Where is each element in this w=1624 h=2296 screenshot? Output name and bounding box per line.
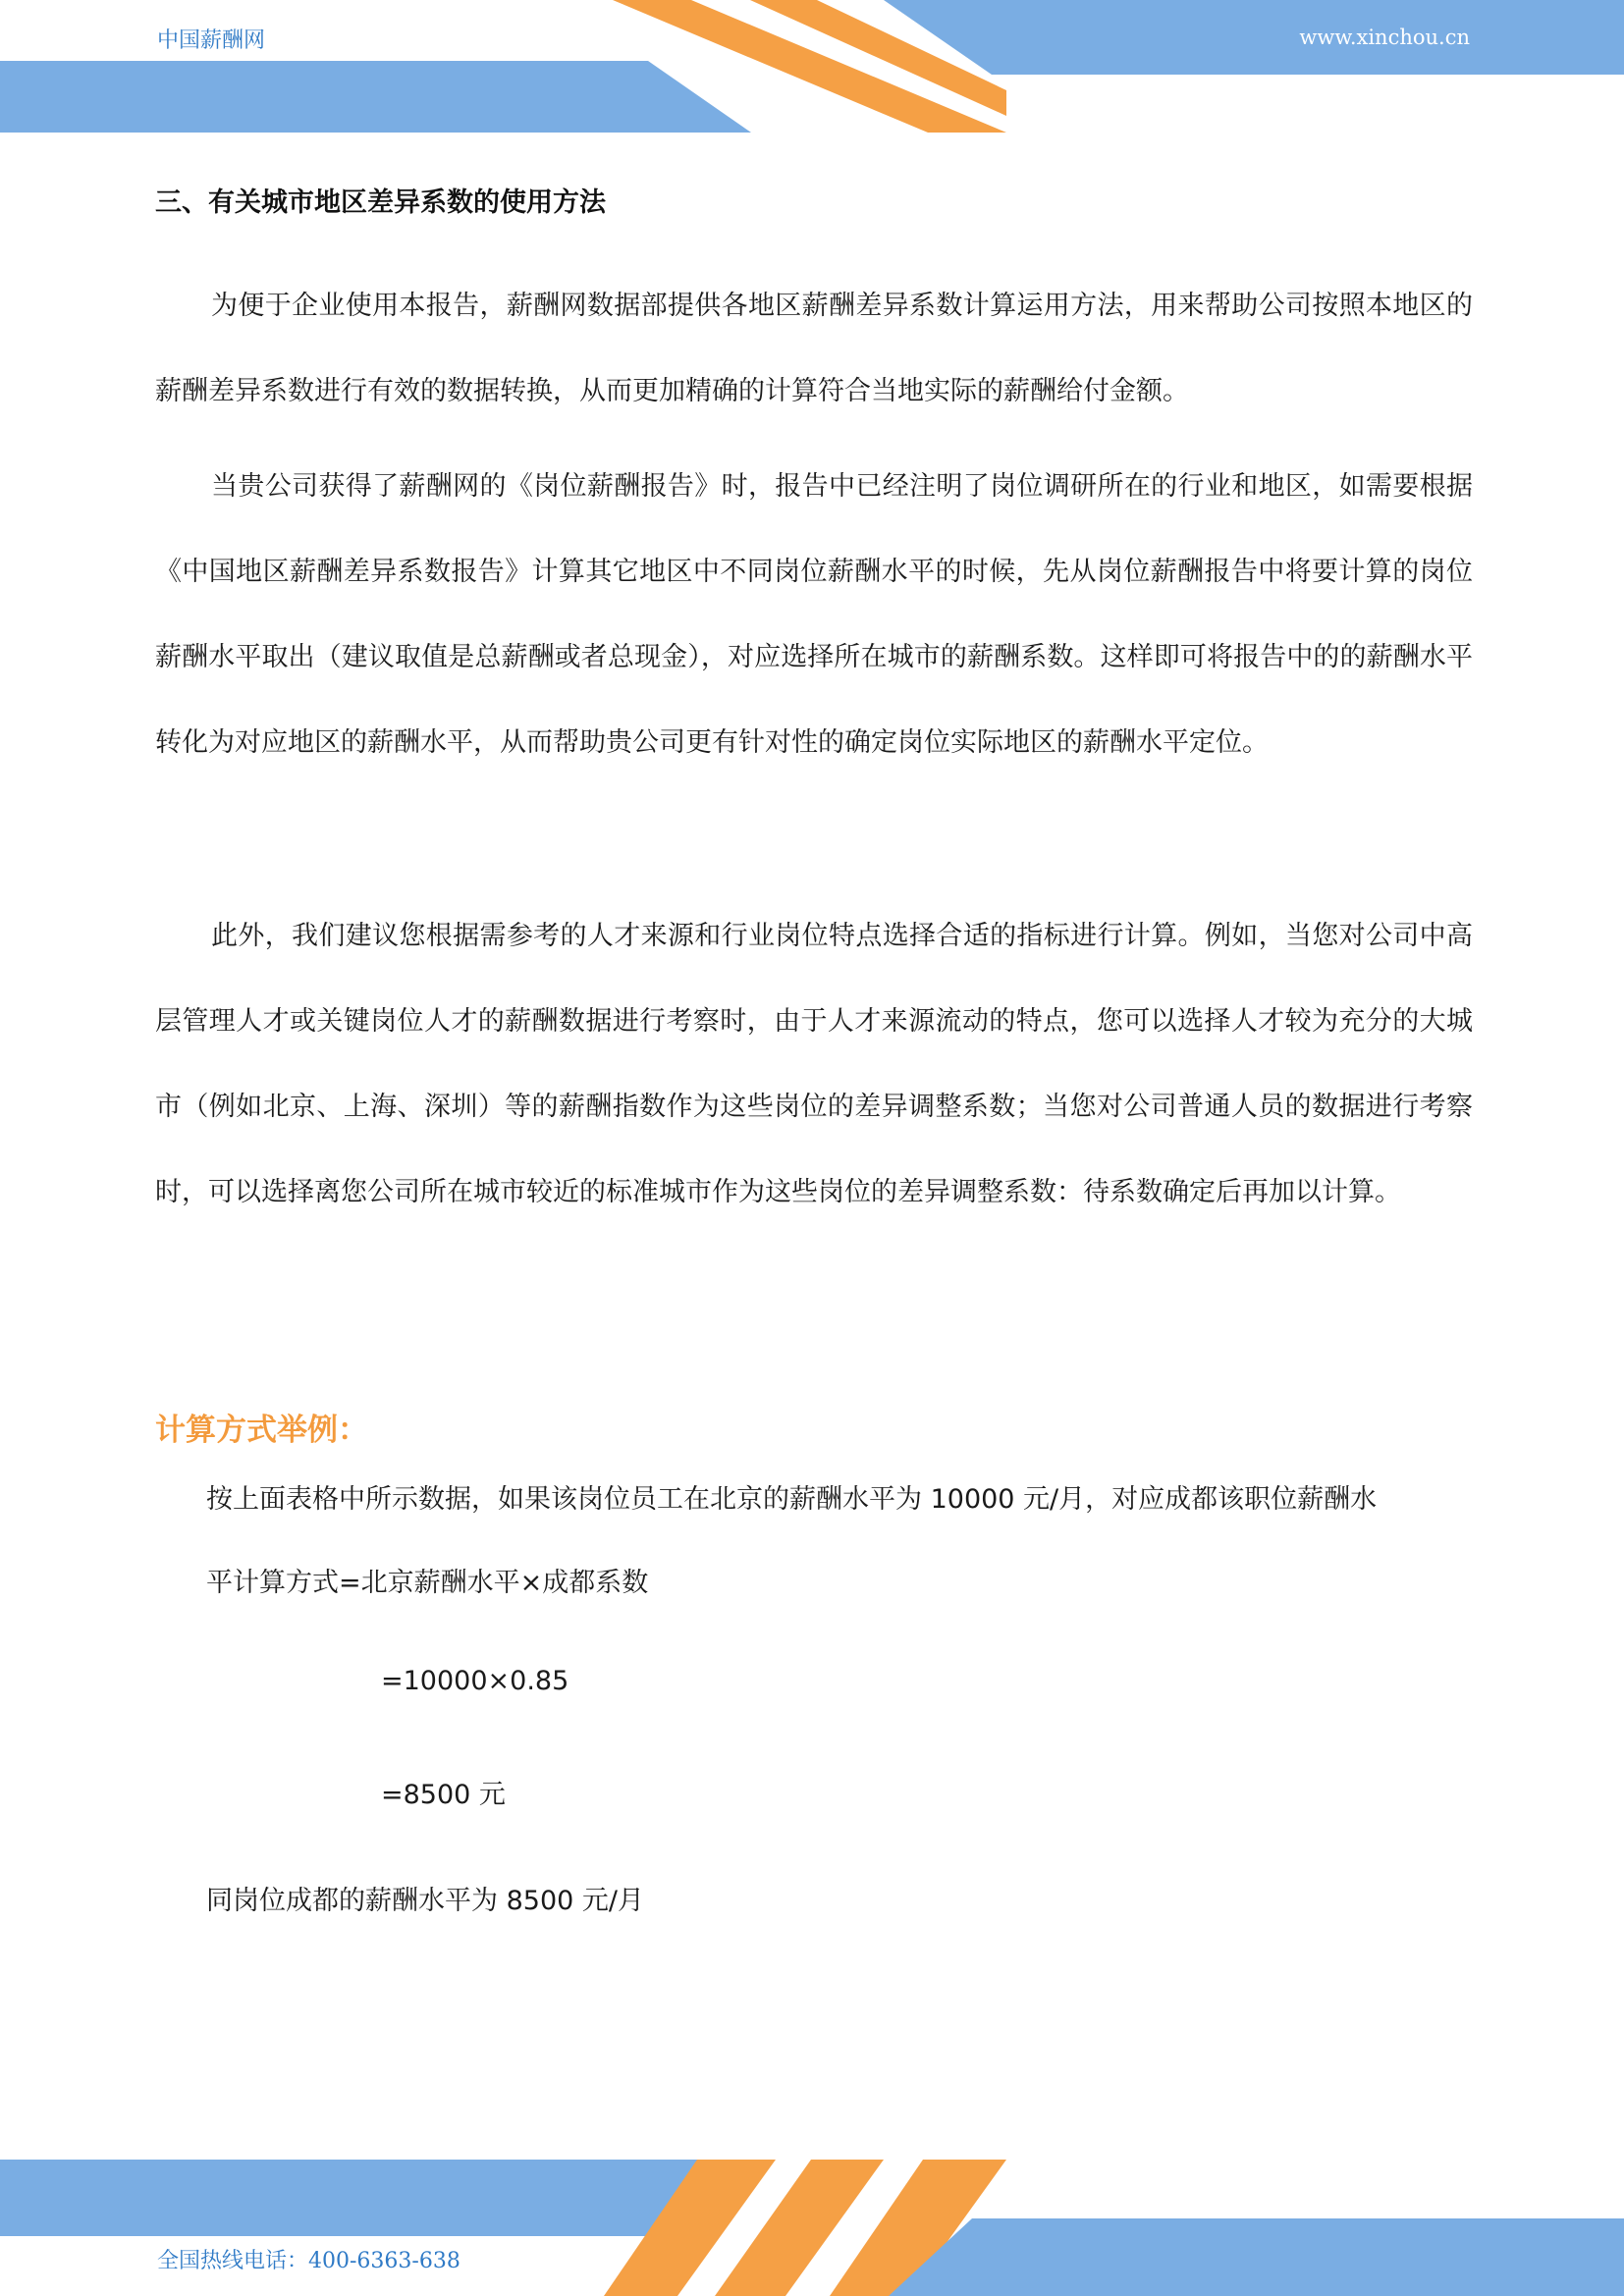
site-name: 中国薪酬网 xyxy=(157,28,266,53)
example-line-2: 平计算方式=北京薪酬水平×成都系数 xyxy=(206,1568,649,1598)
hotline-text: 全国热线电话：400-6363-638 xyxy=(157,2249,460,2273)
footer-banner xyxy=(0,2160,1624,2296)
paragraph-1: 为便于企业使用本报告，薪酬网数据部提供各地区薪酬差异系数计算运用方法，用来帮助公司按照本地区的薪酬差异系数进行有效的数据转换，从而更加精确的计算符合当地实际的薪酬给付金额。 xyxy=(155,291,1473,406)
example-line-1: 按上面表格中所示数据，如果该岗位员工在北京的薪酬水平为 10000 元/月，对应成都该职位薪酬水 xyxy=(206,1484,1378,1515)
paragraph-3: 此外，我们建议您根据需参考的人才来源和行业岗位特点选择合适的指标进行计算。例如，当您对公司中高层管理人才或关键岗位人才的薪酬数据进行考察时，由于人才来源流动的特点，您可以选择人才较为充分的大城市（例如北京、上海、深圳）等的薪酬指数作为这些岗位的差异调整系数；当您对公司普通人员的数据进行考察时，可以选择离您公司所在城市较近的标准城市作为这些岗位的差异调整系数：待系数确定后再加以计算。 xyxy=(155,921,1473,1207)
site-url: www.xinchou.cn xyxy=(1299,26,1470,49)
footer-stripes-graphic xyxy=(0,2160,1624,2296)
example-line-3: =10000×0.85 xyxy=(381,1666,569,1696)
example-line-5: 同岗位成都的薪酬水平为 8500 元/月 xyxy=(206,1886,644,1916)
paragraph-2: 当贵公司获得了薪酬网的《岗位薪酬报告》时，报告中已经注明了岗位调研所在的行业和地区，如需要根据《中国地区薪酬差异系数报告》计算其它地区中不同岗位薪酬水平的时候，先从岗位薪酬报告中将要计算的岗位薪酬水平取出（建议取值是总薪酬或者总现金），对应选择所在城市的薪酬系数。这样即可将报告中的的薪酬水平转化为对应地区的薪酬水平，从而帮助贵公司更有针对性的确定岗位实际地区的薪酬水平定位。 xyxy=(155,471,1473,758)
section-title: 三、有关城市地区差异系数的使用方法 xyxy=(155,187,606,218)
header-banner xyxy=(0,0,1624,137)
example-line-4: =8500 元 xyxy=(381,1780,506,1810)
header-stripes-graphic xyxy=(0,0,1624,137)
example-heading: 计算方式举例： xyxy=(155,1413,368,1448)
